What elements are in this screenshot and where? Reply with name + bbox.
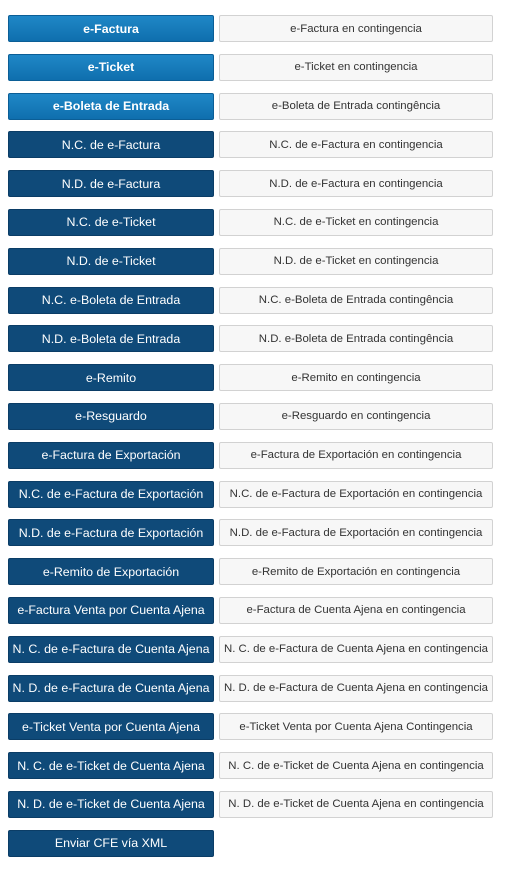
contingency-button[interactable]: N.C. de e-Ticket en contingencia [219,209,493,236]
cfe-type-button[interactable]: N.C. e-Boleta de Entrada [8,287,214,314]
cfe-row [8,15,494,42]
contingency-button[interactable]: e-Remito de Exportación en contingencia [219,558,493,585]
contingency-button[interactable]: N.D. e-Boleta de Entrada contingência [219,325,493,352]
cfe-type-button[interactable]: e-Remito de Exportación [8,558,214,585]
contingency-button[interactable]: N.D. de e-Factura en contingencia [219,170,493,197]
contingency-button[interactable]: e-Factura en contingencia [219,15,493,42]
cfe-row [8,597,494,624]
cfe-type-button[interactable]: e-Factura Venta por Cuenta Ajena [8,597,214,624]
cfe-type-button[interactable]: N. C. de e-Factura de Cuenta Ajena [8,636,214,663]
cfe-row [8,830,494,857]
cfe-type-button[interactable]: e-Factura de Exportación [8,442,214,469]
contingency-button[interactable]: e-Ticket Venta por Cuenta Ajena Contingencia [219,713,493,740]
cfe-row [8,675,494,702]
contingency-button[interactable]: N. C. de e-Ticket de Cuenta Ajena en contingencia [219,752,493,779]
cfe-type-button[interactable]: N.C. de e-Ticket [8,209,214,236]
cfe-type-button[interactable]: e-Ticket [8,54,214,81]
cfe-row [8,248,494,275]
cfe-type-button[interactable]: N. C. de e-Ticket de Cuenta Ajena [8,752,214,779]
cfe-row [8,519,494,546]
cfe-type-button[interactable]: e-Resguardo [8,403,214,430]
cfe-type-button[interactable]: N. D. de e-Factura de Cuenta Ajena [8,675,214,702]
contingency-button[interactable]: e-Factura de Cuenta Ajena en contingencia [219,597,493,624]
cfe-row [8,170,494,197]
cfe-row [8,287,494,314]
cfe-type-button[interactable]: N.D. de e-Ticket [8,248,214,275]
contingency-button[interactable]: e-Resguardo en contingencia [219,403,493,430]
cfe-type-button[interactable]: N.D. e-Boleta de Entrada [8,325,214,352]
cfe-row [8,558,494,585]
contingency-button[interactable]: e-Remito en contingencia [219,364,493,391]
cfe-row [8,636,494,663]
cfe-row [8,403,494,430]
contingency-button[interactable]: N. D. de e-Ticket de Cuenta Ajena en contingencia [219,791,493,818]
cfe-type-button[interactable]: N.D. de e-Factura [8,170,214,197]
contingency-button[interactable]: N. D. de e-Factura de Cuenta Ajena en contingencia [219,675,493,702]
cfe-row [8,713,494,740]
cfe-row [8,481,494,508]
contingency-button[interactable]: e-Ticket en contingencia [219,54,493,81]
contingency-button[interactable]: N.D. de e-Ticket en contingencia [219,248,493,275]
contingency-button[interactable]: N.D. de e-Factura de Exportación en contingencia [219,519,493,546]
cfe-type-button[interactable]: N. D. de e-Ticket de Cuenta Ajena [8,791,214,818]
cfe-type-button[interactable]: N.D. de e-Factura de Exportación [8,519,214,546]
cfe-button-grid [8,15,494,869]
cfe-type-button[interactable]: N.C. de e-Factura [8,131,214,158]
cfe-row [8,442,494,469]
contingency-button[interactable]: N.C. e-Boleta de Entrada contingência [219,287,493,314]
contingency-button[interactable]: N.C. de e-Factura en contingencia [219,131,493,158]
cfe-row [8,93,494,120]
cfe-type-button[interactable]: N.C. de e-Factura de Exportación [8,481,214,508]
cfe-type-button[interactable]: e-Boleta de Entrada [8,93,214,120]
contingency-button[interactable]: e-Boleta de Entrada contingência [219,93,493,120]
cfe-type-button[interactable]: e-Factura [8,15,214,42]
cfe-row [8,54,494,81]
cfe-type-button[interactable]: Enviar CFE vía XML [8,830,214,857]
cfe-row [8,791,494,818]
cfe-row [8,364,494,391]
contingency-button[interactable]: e-Factura de Exportación en contingencia [219,442,493,469]
cfe-type-button[interactable]: e-Remito [8,364,214,391]
cfe-row [8,131,494,158]
cfe-row [8,209,494,236]
cfe-row [8,325,494,352]
contingency-button[interactable]: N. C. de e-Factura de Cuenta Ajena en contingencia [219,636,493,663]
cfe-row [8,752,494,779]
contingency-button[interactable]: N.C. de e-Factura de Exportación en contingencia [219,481,493,508]
cfe-type-button[interactable]: e-Ticket Venta por Cuenta Ajena [8,713,214,740]
